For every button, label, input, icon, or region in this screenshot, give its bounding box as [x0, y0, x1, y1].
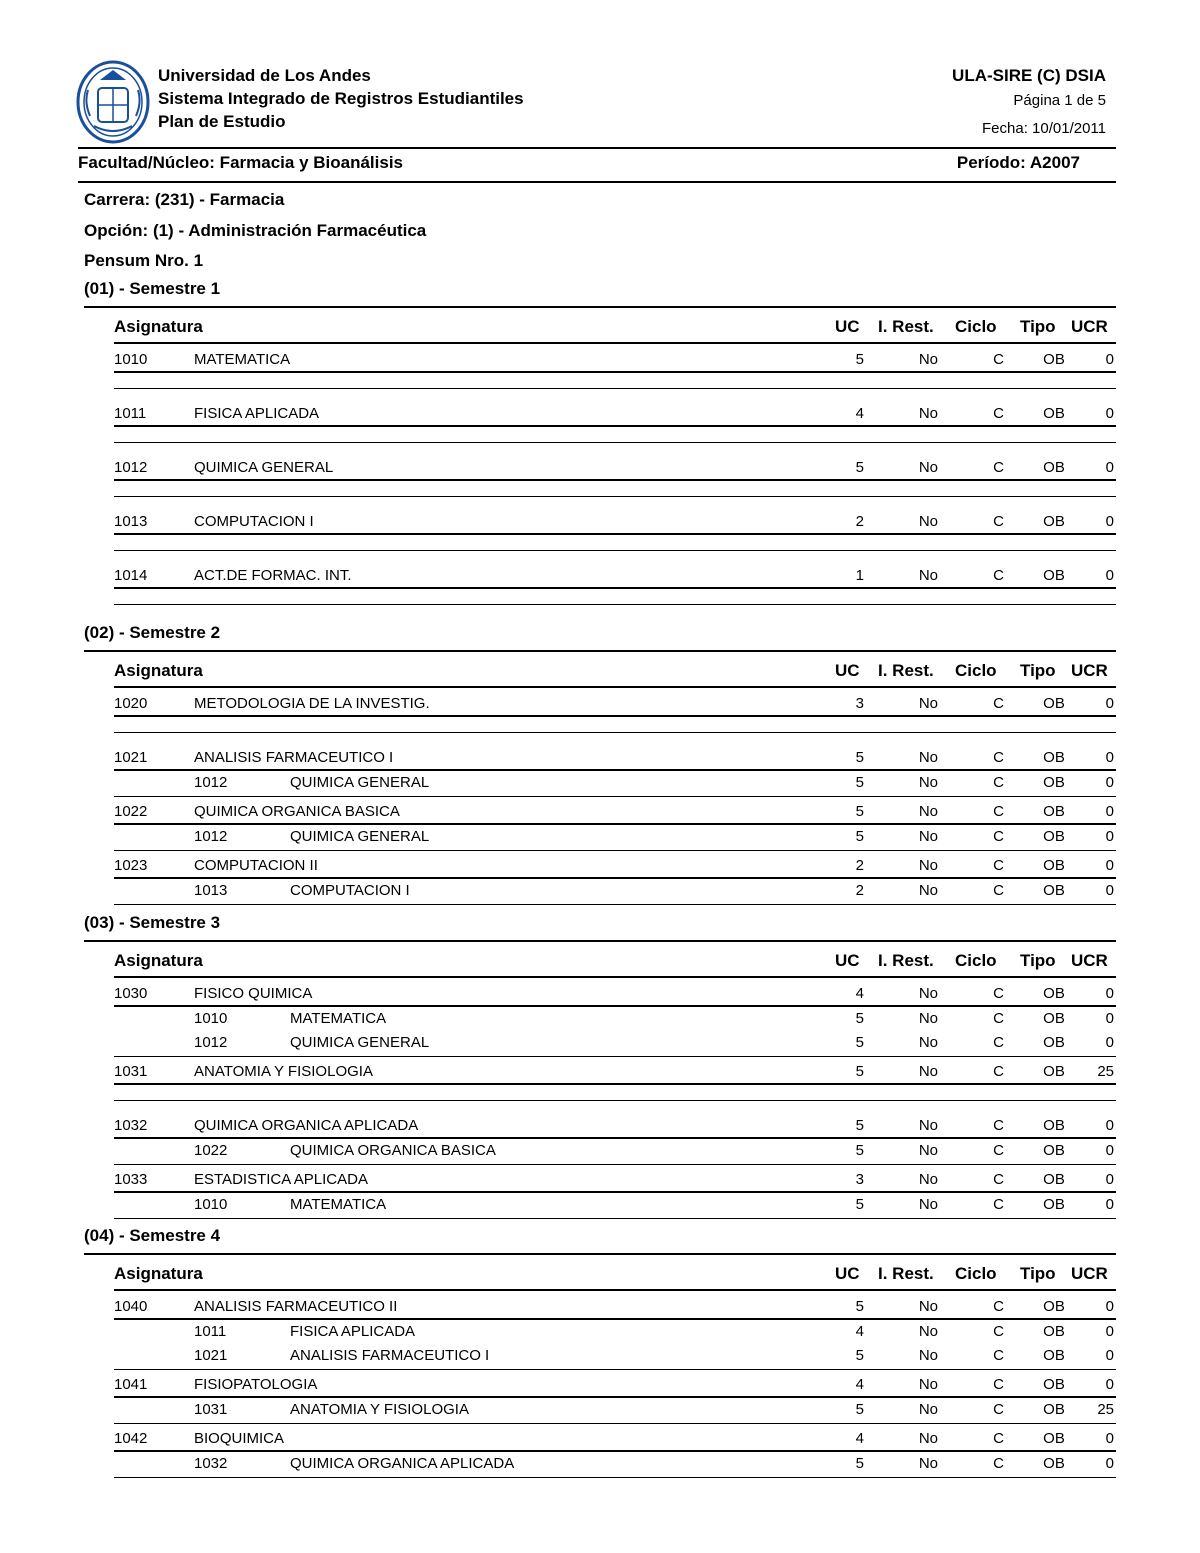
prereq-code: 1012	[194, 1034, 228, 1051]
prereq-irest: No	[918, 774, 938, 791]
course-ucr: 0	[1105, 567, 1114, 584]
prereq-ucr: 0	[1105, 1142, 1114, 1159]
header-right	[952, 64, 1106, 143]
course-ciclo: C	[993, 1117, 1004, 1134]
row-separator	[114, 796, 1116, 797]
course-irest: No	[918, 513, 938, 530]
course-irest: No	[918, 1430, 938, 1447]
prereq-irest: No	[918, 1196, 938, 1213]
course-code: 1023	[114, 857, 148, 874]
prereq-ciclo: C	[993, 1196, 1004, 1213]
course-ciclo: C	[993, 985, 1004, 1002]
prereq-tipo: OB	[1043, 1196, 1065, 1213]
prereq-ciclo: C	[993, 1323, 1004, 1340]
course-tipo: OB	[1043, 1430, 1065, 1447]
prereq-name: FISICA APLICADA	[290, 1323, 416, 1340]
course-code: 1010	[114, 351, 148, 368]
column-header	[114, 951, 1116, 975]
course-tipo: OB	[1043, 405, 1065, 422]
course-irest: No	[918, 1117, 938, 1134]
course-ciclo: C	[993, 351, 1004, 368]
header-tipo: Tipo	[1020, 1264, 1056, 1283]
prereq-uc: 5	[855, 1010, 864, 1027]
prereq-ciclo: C	[993, 1455, 1004, 1472]
prerequisite-row	[114, 1034, 1116, 1054]
course-ciclo: C	[993, 803, 1004, 820]
course-irest: No	[918, 459, 938, 476]
course-tipo: OB	[1043, 1063, 1065, 1080]
prereq-irest: No	[918, 1401, 938, 1418]
prereq-uc: 5	[855, 1196, 864, 1213]
header-tipo: Tipo	[1020, 661, 1056, 680]
row-separator	[114, 1056, 1116, 1057]
course-tipo: OB	[1043, 695, 1065, 712]
course-uc: 5	[855, 1117, 864, 1134]
prerequisite-row	[114, 1010, 1116, 1030]
course-name: COMPUTACION II	[194, 857, 318, 874]
course-row	[114, 1171, 1116, 1193]
header-ucr: UCR	[1071, 661, 1108, 680]
prerequisite-row	[114, 1323, 1116, 1343]
system-code: ULA-SIRE (C) DSIA	[952, 66, 1106, 85]
course-uc: 4	[855, 1430, 864, 1447]
course-irest: No	[918, 1298, 938, 1315]
prereq-uc: 4	[855, 1323, 864, 1340]
row-separator	[114, 732, 1116, 733]
prereq-code: 1010	[194, 1010, 228, 1027]
header-asignatura: Asignatura	[114, 1264, 203, 1283]
course-row	[114, 405, 1116, 427]
course-code: 1042	[114, 1430, 148, 1447]
course-name: MATEMATICA	[194, 351, 291, 368]
header-ucr: UCR	[1071, 317, 1108, 336]
course-uc: 5	[855, 1063, 864, 1080]
system-name: Sistema Integrado de Registros Estudiantiles	[158, 89, 524, 108]
prereq-tipo: OB	[1043, 774, 1065, 791]
course-row	[114, 749, 1116, 771]
header-uc: UC	[835, 317, 860, 336]
prereq-name: MATEMATICA	[290, 1196, 387, 1213]
career: Carrera: (231) - Farmacia	[84, 190, 285, 209]
semester-divider	[84, 306, 1116, 308]
course-tipo: OB	[1043, 1298, 1065, 1315]
course-row	[114, 985, 1116, 1007]
course-uc: 5	[855, 351, 864, 368]
course-row	[114, 1376, 1116, 1398]
course-uc: 3	[855, 1171, 864, 1188]
prereq-ciclo: C	[993, 1401, 1004, 1418]
course-code: 1030	[114, 985, 148, 1002]
prereq-irest: No	[918, 1323, 938, 1340]
course-tipo: OB	[1043, 857, 1065, 874]
course-ciclo: C	[993, 513, 1004, 530]
prerequisite-row	[114, 1401, 1116, 1421]
prereq-ciclo: C	[993, 1010, 1004, 1027]
document-title: Plan de Estudio	[158, 112, 286, 131]
row-separator	[114, 1423, 1116, 1424]
course-irest: No	[918, 749, 938, 766]
course-ucr: 0	[1105, 1171, 1114, 1188]
header-titles	[158, 64, 524, 133]
header-ucr: UCR	[1071, 951, 1108, 970]
course-uc: 5	[855, 749, 864, 766]
prerequisite-row	[114, 882, 1116, 902]
row-separator	[114, 388, 1116, 389]
header-ciclo: Ciclo	[955, 661, 997, 680]
course-ciclo: C	[993, 405, 1004, 422]
course-tipo: OB	[1043, 567, 1065, 584]
course-ciclo: C	[993, 749, 1004, 766]
course-uc: 4	[855, 985, 864, 1002]
prereq-uc: 5	[855, 1034, 864, 1051]
prereq-irest: No	[918, 1010, 938, 1027]
row-separator	[114, 604, 1116, 605]
course-ucr: 0	[1105, 351, 1114, 368]
course-uc: 3	[855, 695, 864, 712]
prereq-irest: No	[918, 882, 938, 899]
faculty-bar	[78, 153, 1080, 173]
header-divider	[114, 686, 1116, 688]
course-name: ESTADISTICA APLICADA	[194, 1171, 368, 1188]
course-tipo: OB	[1043, 749, 1065, 766]
row-separator	[114, 904, 1116, 905]
course-row	[114, 567, 1116, 589]
prereq-irest: No	[918, 1034, 938, 1051]
header-uc: UC	[835, 661, 860, 680]
semester-title: (04) - Semestre 4	[84, 1226, 221, 1245]
course-irest: No	[918, 803, 938, 820]
prereq-uc: 5	[855, 1347, 864, 1364]
course-name: QUIMICA GENERAL	[194, 459, 334, 476]
prereq-ucr: 0	[1105, 774, 1114, 791]
course-row	[114, 1298, 1116, 1320]
course-tipo: OB	[1043, 1117, 1065, 1134]
course-ciclo: C	[993, 1171, 1004, 1188]
column-header	[114, 1264, 1116, 1288]
prereq-irest: No	[918, 1142, 938, 1159]
course-code: 1031	[114, 1063, 148, 1080]
course-ucr: 0	[1105, 405, 1114, 422]
course-name: ANALISIS FARMACEUTICO I	[194, 749, 394, 766]
course-code: 1020	[114, 695, 148, 712]
course-name: FISICO QUIMICA	[194, 985, 313, 1002]
course-tipo: OB	[1043, 351, 1065, 368]
university-name: Universidad de Los Andes	[158, 66, 371, 85]
prereq-tipo: OB	[1043, 1401, 1065, 1418]
course-ucr: 0	[1105, 1117, 1114, 1134]
course-uc: 1	[855, 567, 864, 584]
header-tipo: Tipo	[1020, 317, 1056, 336]
prereq-irest: No	[918, 1347, 938, 1364]
option: Opción: (1) - Administración Farmacéutica	[84, 221, 427, 240]
course-tipo: OB	[1043, 1171, 1065, 1188]
prerequisite-row	[114, 774, 1116, 794]
header-uc: UC	[835, 951, 860, 970]
semester-divider	[84, 940, 1116, 942]
prereq-tipo: OB	[1043, 1323, 1065, 1340]
prereq-uc: 5	[855, 1142, 864, 1159]
course-uc: 4	[855, 1376, 864, 1393]
course-ucr: 0	[1105, 459, 1114, 476]
course-ciclo: C	[993, 1298, 1004, 1315]
course-name: ANATOMIA Y FISIOLOGIA	[194, 1063, 373, 1080]
row-separator	[114, 850, 1116, 851]
course-code: 1013	[114, 513, 148, 530]
course-uc: 4	[855, 405, 864, 422]
prereq-irest: No	[918, 1455, 938, 1472]
course-ciclo: C	[993, 459, 1004, 476]
course-code: 1012	[114, 459, 148, 476]
page-number: Página 1 de 5	[1013, 92, 1106, 109]
pensum: Pensum Nro. 1	[84, 251, 204, 270]
prerequisite-row	[114, 1196, 1116, 1216]
course-ucr: 0	[1105, 1376, 1114, 1393]
course-code: 1014	[114, 567, 148, 584]
prereq-code: 1011	[194, 1323, 227, 1340]
course-ucr: 0	[1105, 749, 1114, 766]
course-ciclo: C	[993, 857, 1004, 874]
header-irest: I. Rest.	[878, 1264, 934, 1283]
course-uc: 2	[855, 513, 864, 530]
prereq-name: QUIMICA GENERAL	[290, 774, 430, 791]
prereq-code: 1010	[194, 1196, 228, 1213]
prerequisite-row	[114, 1347, 1116, 1367]
course-irest: No	[918, 695, 938, 712]
prerequisite-row	[114, 1142, 1116, 1162]
course-name: QUIMICA ORGANICA APLICADA	[194, 1117, 419, 1134]
report-date: Fecha: 10/01/2011	[982, 120, 1106, 137]
prereq-ciclo: C	[993, 1034, 1004, 1051]
course-ucr: 25	[1097, 1063, 1114, 1080]
course-code: 1011	[114, 405, 147, 422]
course-irest: No	[918, 857, 938, 874]
prereq-tipo: OB	[1043, 1347, 1065, 1364]
course-irest: No	[918, 351, 938, 368]
prereq-ucr: 0	[1105, 882, 1114, 899]
header-irest: I. Rest.	[878, 317, 934, 336]
header-asignatura: Asignatura	[114, 661, 203, 680]
prereq-ucr: 0	[1105, 1034, 1114, 1051]
column-header	[114, 661, 1116, 685]
header-divider	[114, 342, 1116, 344]
divider	[78, 181, 1116, 183]
course-row	[114, 1430, 1116, 1452]
header-ucr: UCR	[1071, 1264, 1108, 1283]
course-row	[114, 1063, 1116, 1085]
course-irest: No	[918, 1376, 938, 1393]
course-irest: No	[918, 1063, 938, 1080]
course-name: COMPUTACION I	[194, 513, 314, 530]
prereq-name: QUIMICA ORGANICA BASICA	[290, 1142, 496, 1159]
header-irest: I. Rest.	[878, 661, 934, 680]
row-separator	[114, 1100, 1116, 1101]
course-irest: No	[918, 985, 938, 1002]
course-irest: No	[918, 1171, 938, 1188]
course-code: 1021	[114, 749, 148, 766]
course-ucr: 0	[1105, 803, 1114, 820]
header-irest: I. Rest.	[878, 951, 934, 970]
prereq-name: MATEMATICA	[290, 1010, 387, 1027]
course-tipo: OB	[1043, 803, 1065, 820]
course-uc: 5	[855, 459, 864, 476]
period: Período: A2007	[956, 153, 1080, 172]
course-row	[114, 857, 1116, 879]
prereq-irest: No	[918, 828, 938, 845]
course-ciclo: C	[993, 1376, 1004, 1393]
prereq-tipo: OB	[1043, 828, 1065, 845]
prereq-ciclo: C	[993, 882, 1004, 899]
course-irest: No	[918, 567, 938, 584]
row-separator	[114, 1218, 1116, 1219]
course-code: 1033	[114, 1171, 148, 1188]
course-name: FISICA APLICADA	[194, 405, 320, 422]
semester-title: (03) - Semestre 3	[84, 913, 221, 932]
prereq-ucr: 0	[1105, 1347, 1114, 1364]
row-separator	[114, 1369, 1116, 1370]
course-code: 1032	[114, 1117, 148, 1134]
prereq-tipo: OB	[1043, 1034, 1065, 1051]
prereq-code: 1022	[194, 1142, 228, 1159]
course-irest: No	[918, 405, 938, 422]
prereq-ucr: 0	[1105, 1196, 1114, 1213]
course-name: BIOQUIMICA	[194, 1430, 285, 1447]
course-ucr: 0	[1105, 1430, 1114, 1447]
faculty: Facultad/Núcleo: Farmacia y Bioanálisis	[78, 153, 404, 172]
prerequisite-row	[114, 1455, 1116, 1475]
prereq-ucr: 25	[1097, 1401, 1114, 1418]
course-row	[114, 351, 1116, 373]
course-tipo: OB	[1043, 513, 1065, 530]
prereq-uc: 2	[855, 882, 864, 899]
prereq-tipo: OB	[1043, 882, 1065, 899]
prerequisite-row	[114, 828, 1116, 848]
course-ucr: 0	[1105, 695, 1114, 712]
semester-title: (01) - Semestre 1	[84, 279, 221, 298]
course-tipo: OB	[1043, 459, 1065, 476]
course-row	[114, 1117, 1116, 1139]
header-asignatura: Asignatura	[114, 951, 203, 970]
prereq-name: ANATOMIA Y FISIOLOGIA	[290, 1401, 469, 1418]
row-separator	[114, 496, 1116, 497]
prereq-uc: 5	[855, 1401, 864, 1418]
course-tipo: OB	[1043, 985, 1065, 1002]
prereq-code: 1021	[194, 1347, 228, 1364]
course-ciclo: C	[993, 1430, 1004, 1447]
course-row	[114, 459, 1116, 481]
course-row	[114, 803, 1116, 825]
prereq-ucr: 0	[1105, 828, 1114, 845]
course-ciclo: C	[993, 1063, 1004, 1080]
course-row	[114, 695, 1116, 717]
prereq-code: 1013	[194, 882, 228, 899]
course-ucr: 0	[1105, 985, 1114, 1002]
header-asignatura: Asignatura	[114, 317, 203, 336]
prereq-ciclo: C	[993, 1142, 1004, 1159]
prereq-tipo: OB	[1043, 1455, 1065, 1472]
row-separator	[114, 550, 1116, 551]
course-name: QUIMICA ORGANICA BASICA	[194, 803, 400, 820]
course-row	[114, 513, 1116, 535]
prereq-name: QUIMICA GENERAL	[290, 828, 430, 845]
prereq-ciclo: C	[993, 774, 1004, 791]
prereq-code: 1032	[194, 1455, 228, 1472]
row-separator	[114, 1164, 1116, 1165]
prereq-uc: 5	[855, 774, 864, 791]
column-header	[114, 317, 1116, 341]
course-code: 1040	[114, 1298, 148, 1315]
course-uc: 2	[855, 857, 864, 874]
header-uc: UC	[835, 1264, 860, 1283]
prereq-name: ANALISIS FARMACEUTICO I	[290, 1347, 490, 1364]
prereq-uc: 5	[855, 828, 864, 845]
row-separator	[114, 442, 1116, 443]
course-name: FISIOPATOLOGIA	[194, 1376, 318, 1393]
course-name: ACT.DE FORMAC. INT.	[194, 567, 352, 584]
prereq-code: 1012	[194, 828, 228, 845]
prereq-ucr: 0	[1105, 1455, 1114, 1472]
row-separator	[114, 1477, 1116, 1478]
prereq-ucr: 0	[1105, 1010, 1114, 1027]
header-divider	[114, 1289, 1116, 1291]
header-divider	[114, 976, 1116, 978]
course-name: ANALISIS FARMACEUTICO II	[194, 1298, 398, 1315]
course-uc: 5	[855, 1298, 864, 1315]
semester-title: (02) - Semestre 2	[84, 623, 221, 642]
prereq-name: QUIMICA ORGANICA APLICADA	[290, 1455, 515, 1472]
prereq-name: QUIMICA GENERAL	[290, 1034, 430, 1051]
university-seal-logo	[76, 60, 150, 144]
course-code: 1022	[114, 803, 148, 820]
header-ciclo: Ciclo	[955, 1264, 997, 1283]
prereq-ucr: 0	[1105, 1323, 1114, 1340]
prereq-code: 1031	[194, 1401, 228, 1418]
course-tipo: OB	[1043, 1376, 1065, 1393]
course-ucr: 0	[1105, 1298, 1114, 1315]
prereq-ciclo: C	[993, 828, 1004, 845]
prereq-tipo: OB	[1043, 1142, 1065, 1159]
course-uc: 5	[855, 803, 864, 820]
course-ucr: 0	[1105, 857, 1114, 874]
course-ciclo: C	[993, 695, 1004, 712]
prereq-code: 1012	[194, 774, 228, 791]
prereq-tipo: OB	[1043, 1010, 1065, 1027]
course-ciclo: C	[993, 567, 1004, 584]
header-tipo: Tipo	[1020, 951, 1056, 970]
prereq-uc: 5	[855, 1455, 864, 1472]
course-ucr: 0	[1105, 513, 1114, 530]
prereq-ciclo: C	[993, 1347, 1004, 1364]
prereq-name: COMPUTACION I	[290, 882, 410, 899]
divider	[78, 147, 1116, 149]
course-code: 1041	[114, 1376, 148, 1393]
header-ciclo: Ciclo	[955, 317, 997, 336]
semester-divider	[84, 1253, 1116, 1255]
semester-divider	[84, 650, 1116, 652]
course-name: METODOLOGIA DE LA INVESTIG.	[194, 695, 430, 712]
header-ciclo: Ciclo	[955, 951, 997, 970]
